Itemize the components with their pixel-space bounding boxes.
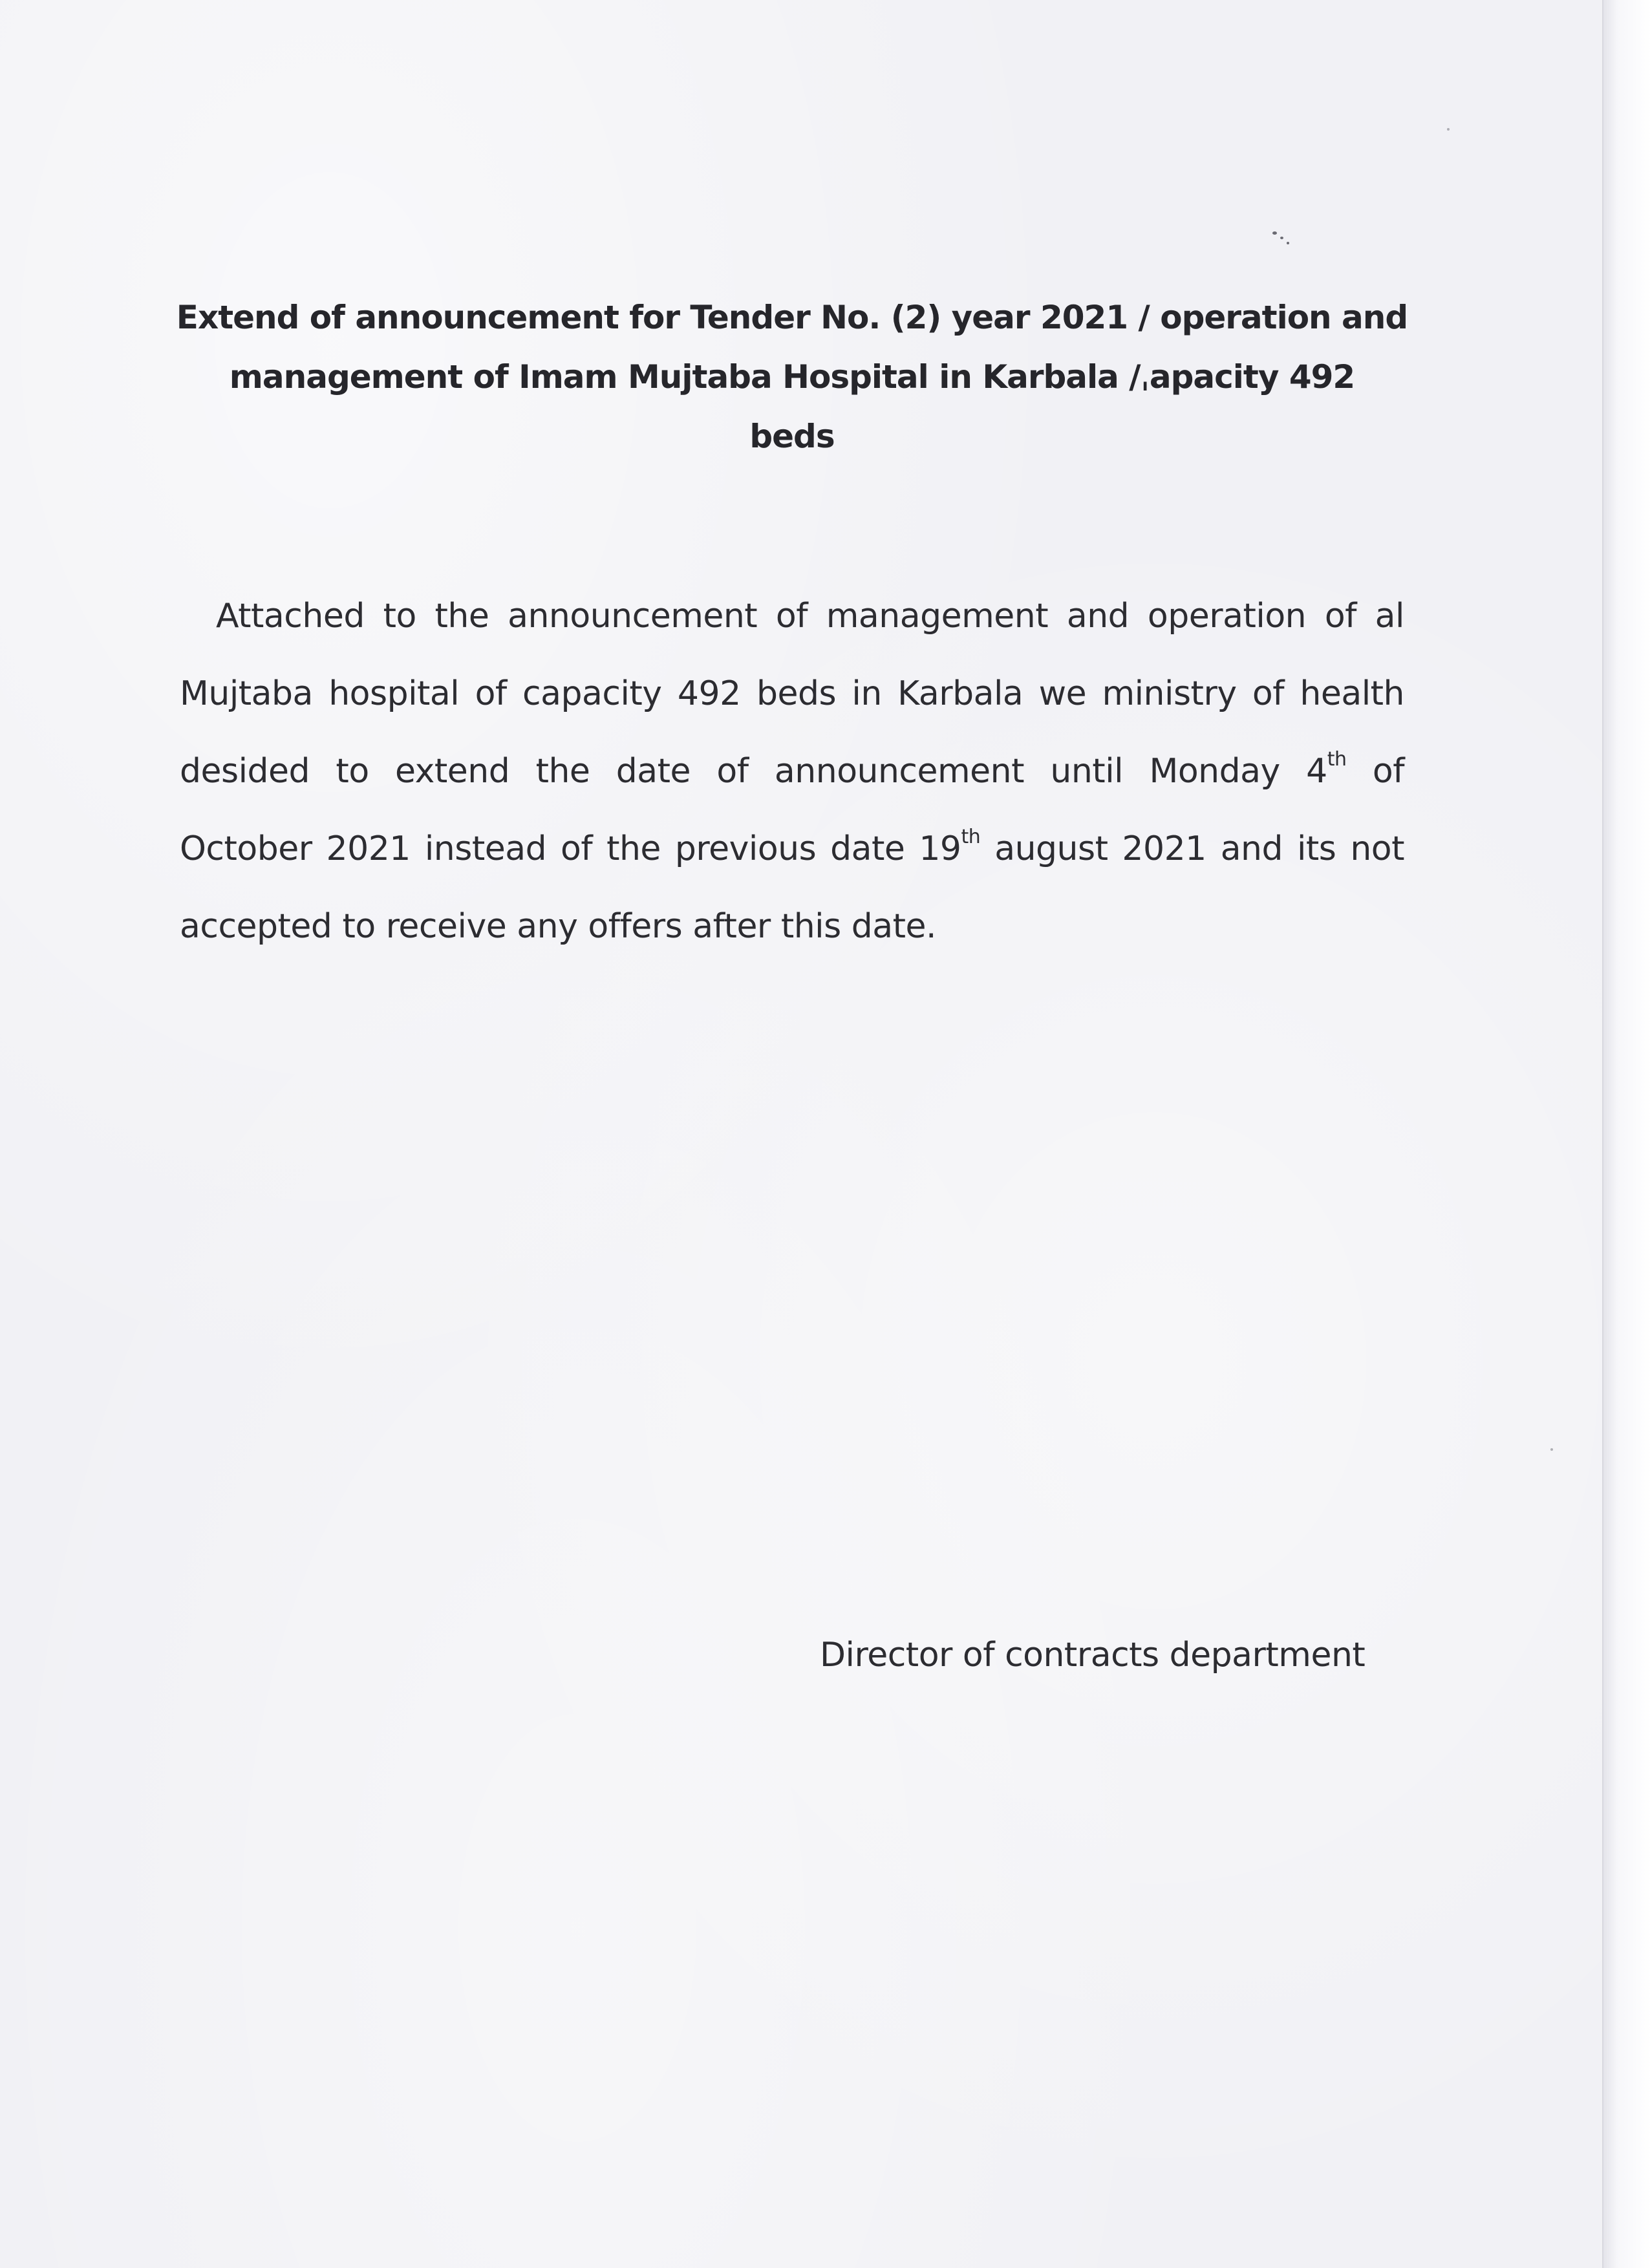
body-line-4-text: October 2021 instead of the previous date 19: [180, 829, 961, 868]
document-title: [162, 288, 1422, 466]
title-line-1: Extend of announcement for Tender No. (2) year 2021 / operation and: [176, 299, 1408, 336]
body-line-3: [180, 733, 1404, 810]
page-edge-shadow: [1602, 0, 1650, 2268]
scan-speck: [1550, 1448, 1553, 1451]
body-line-2: Mujtaba hospital of capacity 492 beds in Karbala we ministry of health: [180, 674, 1404, 713]
body-line-3-end: of: [1346, 752, 1404, 791]
body-line-5: accepted to receive any offers after this date.: [180, 907, 937, 946]
ordinal-suffix: th: [961, 826, 981, 848]
scan-speck: [1447, 128, 1450, 131]
scan-speck: [1280, 237, 1283, 239]
body-line-1: Attached to the announcement of management and operation of al: [216, 597, 1404, 636]
ordinal-suffix: th: [1327, 748, 1347, 771]
body-line-4-end: august 2021 and its not: [980, 829, 1404, 868]
scan-speck: [1272, 231, 1277, 235]
scan-speck: [1287, 242, 1289, 244]
body-line-3-text: desided to extend the date of announcement until Monday 4: [180, 752, 1327, 791]
body-line-4: [180, 810, 1404, 888]
announcement-body: [180, 577, 1404, 965]
signature-block: Director of contracts department: [820, 1636, 1366, 1674]
title-line-2: management of Imam Mujtaba Hospital in Karbala /ˌapacity 492: [229, 358, 1355, 396]
title-line-3: beds: [749, 418, 835, 455]
